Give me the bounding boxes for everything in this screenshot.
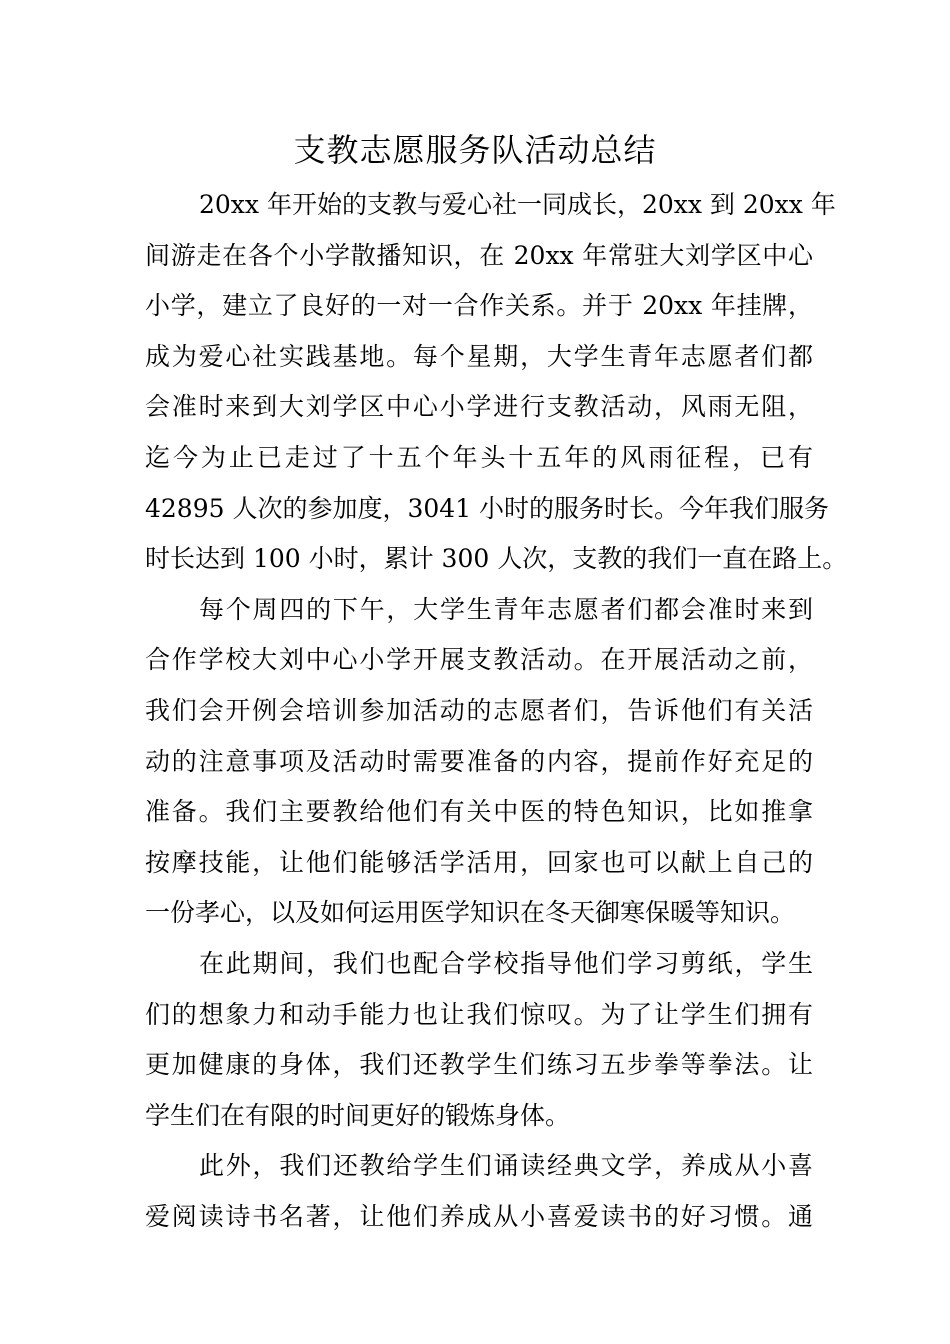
text-line: 按摩技能，让他们能够活学活用，回家也可以献上自己的 — [145, 847, 813, 877]
text-line: 间游走在各个小学散播知识，在 20xx 年常驻大刘学区中心 — [145, 240, 813, 270]
paragraph-3 — [145, 939, 813, 1141]
text-line: 42895 人次的参加度，3041 小时的服务时长。今年我们服务 — [145, 493, 830, 523]
paragraph-1 — [145, 180, 848, 585]
text-line: 我们会开例会培训参加活动的志愿者们，告诉他们有关活 — [145, 695, 813, 725]
text-line: 迄今为止已走过了十五个年头十五年的风雨征程，已有 — [145, 442, 813, 472]
text-line: 动的注意事项及活动时需要准备的内容，提前作好充足的 — [145, 746, 813, 776]
text-line: 成为爱心社实践基地。每个星期，大学生青年志愿者们都 — [145, 341, 813, 371]
text-line: 此外，我们还教给学生们诵读经典文学，养成从小喜 — [199, 1151, 813, 1181]
document-title: 支教志愿服务队活动总结 — [293, 131, 657, 169]
text-line: 每个周四的下午，大学生青年志愿者们都会准时来到 — [199, 594, 813, 624]
text-line: 一份孝心，以及如何运用医学知识在冬天御寒保暖等知识。 — [145, 898, 796, 928]
text-line: 会准时来到大刘学区中心小学进行支教活动，风雨无阻， — [145, 392, 813, 422]
text-line: 时长达到 100 小时，累计 300 人次，支教的我们一直在路上。 — [145, 544, 848, 574]
text-line: 准备。我们主要教给他们有关中医的特色知识，比如推拿 — [145, 797, 813, 827]
document-body — [145, 180, 848, 1242]
paragraph-4 — [145, 1141, 813, 1242]
text-line: 学生们在有限的时间更好的锻炼身体。 — [145, 1100, 571, 1130]
text-line: 更加健康的身体，我们还教学生们练习五步拳等拳法。让 — [145, 1050, 813, 1080]
paragraph-2 — [145, 585, 813, 939]
text-line: 合作学校大刘中心小学开展支教活动。在开展活动之前， — [145, 645, 813, 675]
text-line: 在此期间，我们也配合学校指导他们学习剪纸，学生 — [199, 948, 813, 978]
text-line: 20xx 年开始的支教与爱心社一同成长，20xx 到 20xx 年 — [199, 190, 836, 219]
text-line: 爱阅读诗书名著，让他们养成从小喜爱读书的好习惯。通 — [145, 1201, 813, 1231]
text-line: 们的想象力和动手能力也让我们惊叹。为了让学生们拥有 — [145, 999, 813, 1029]
text-line: 小学，建立了良好的一对一合作关系。并于 20xx 年挂牌， — [145, 291, 813, 321]
